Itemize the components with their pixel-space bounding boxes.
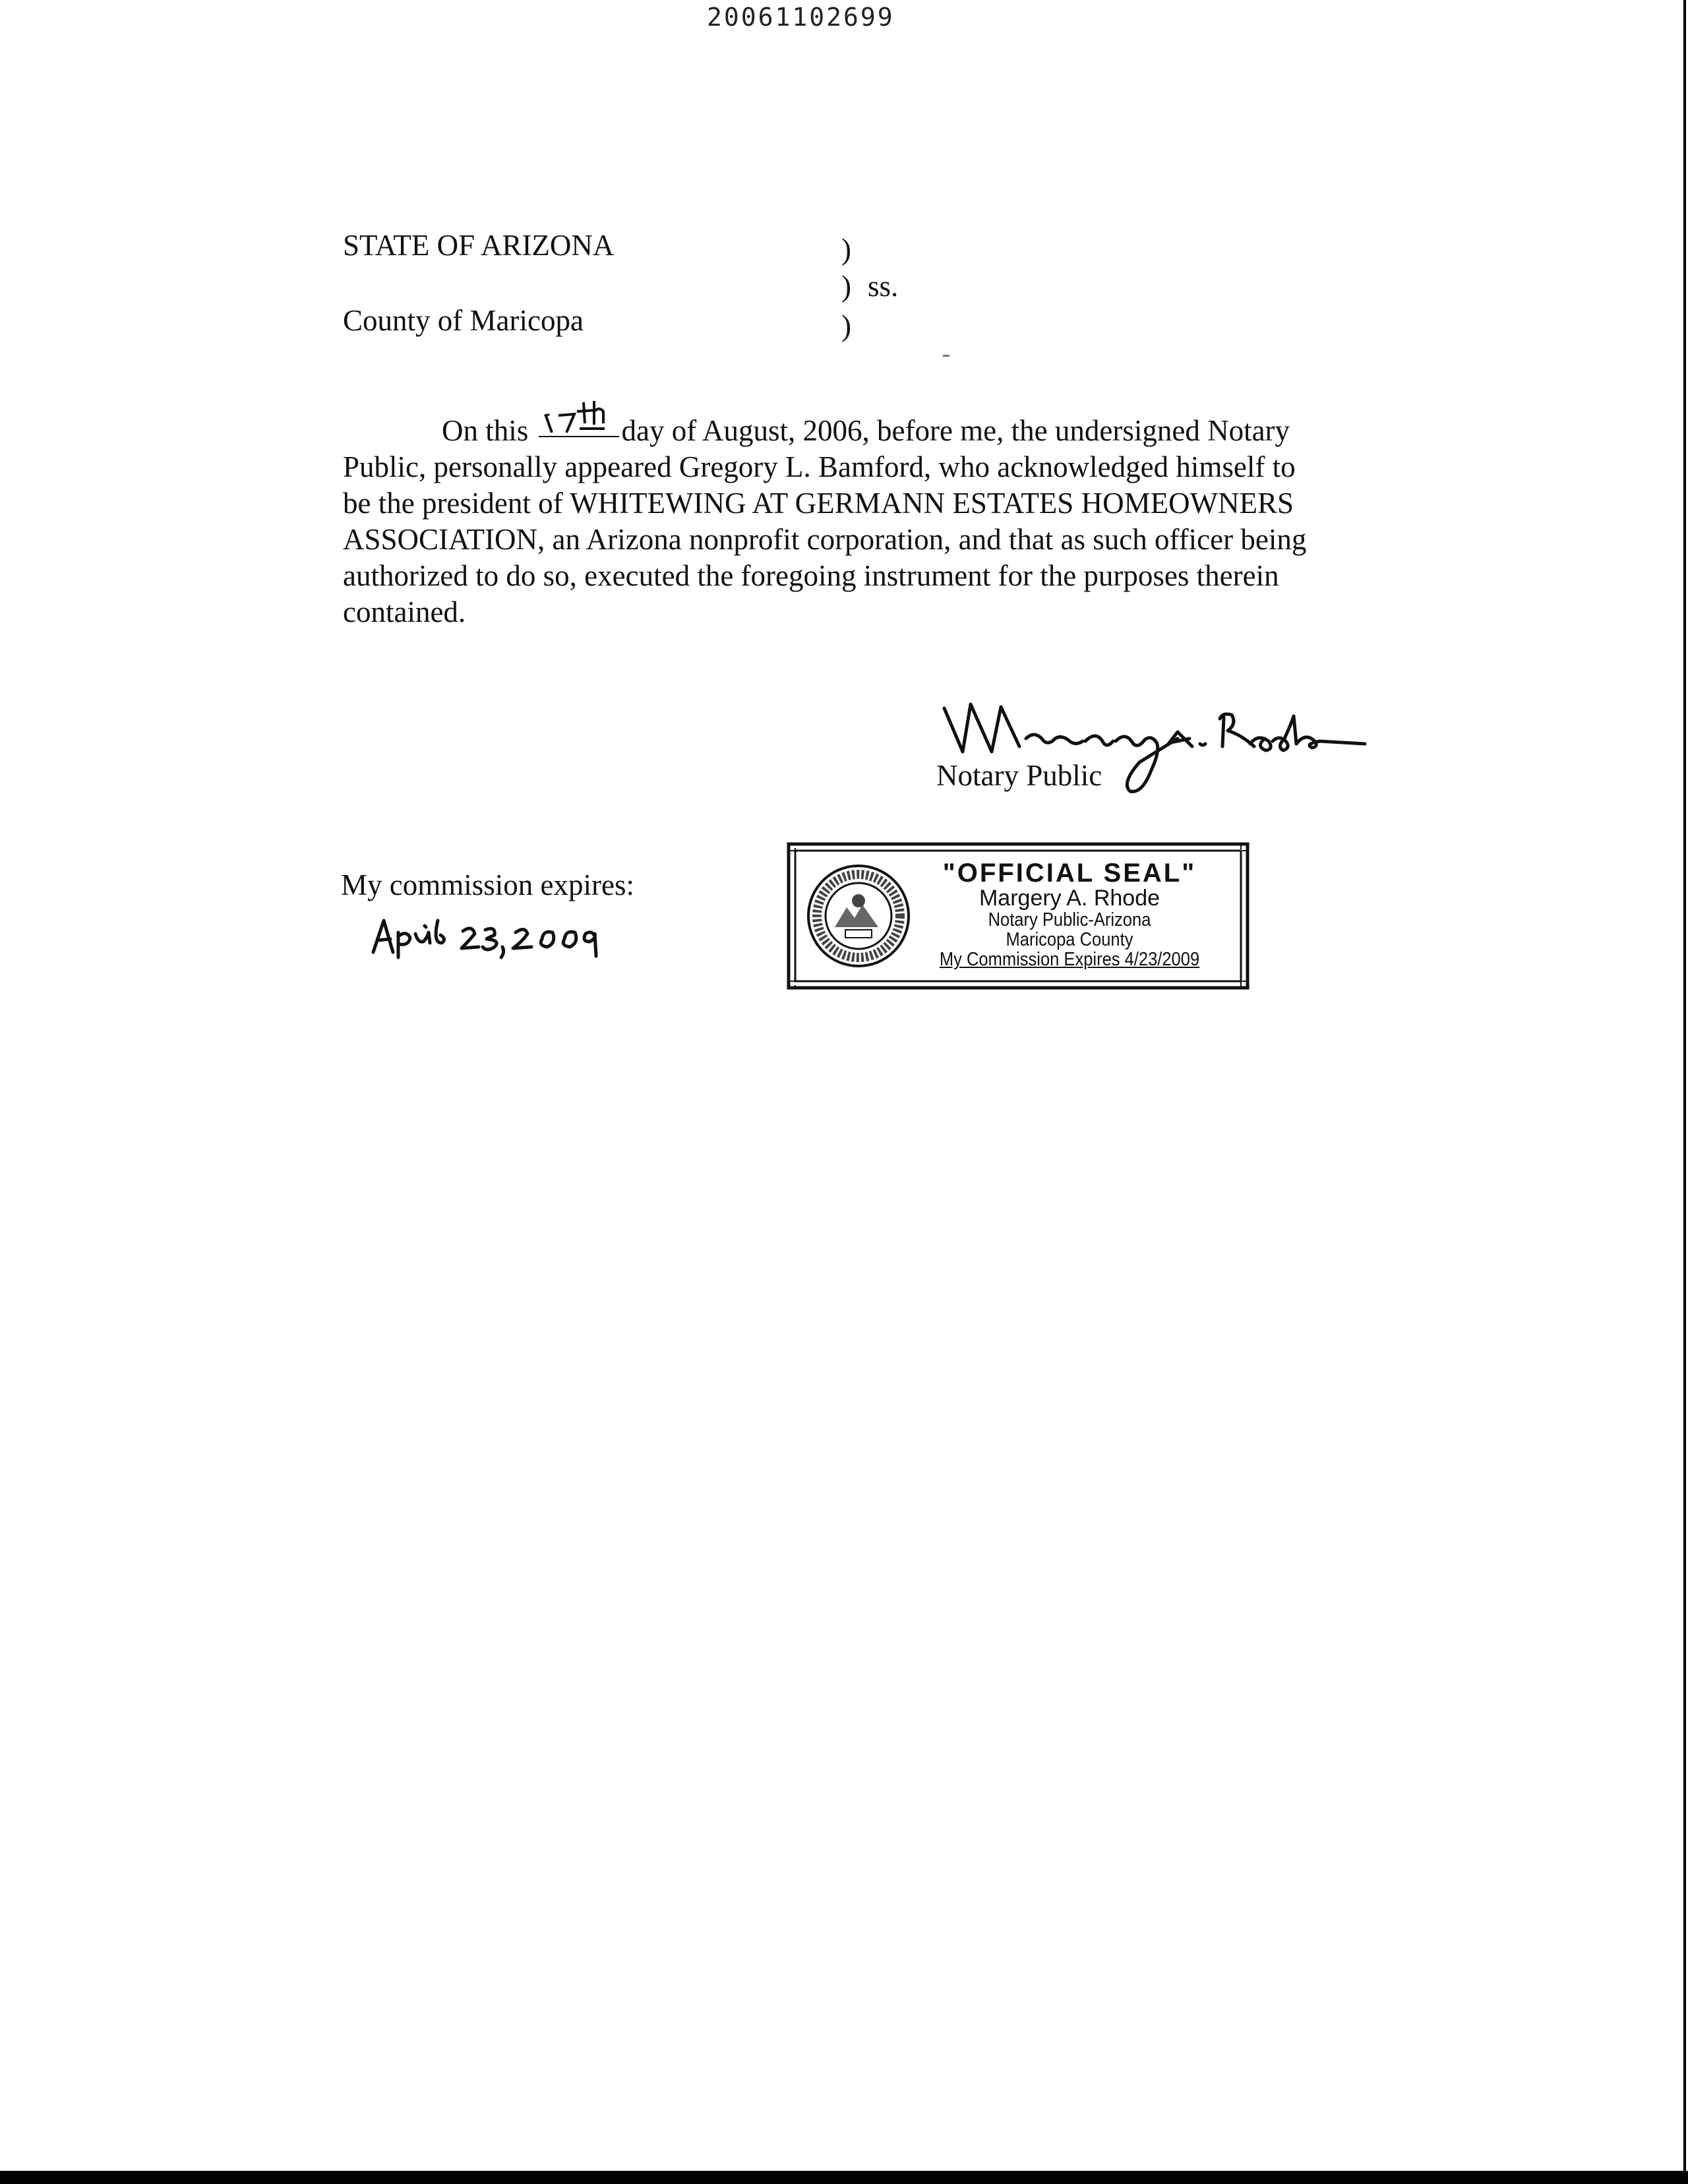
acknowledgment-line: Public, personally appeared Gregory L. Bamford, who acknowledged himself to bbox=[343, 450, 1296, 483]
stray-mark bbox=[943, 355, 950, 357]
notary-public-label: Notary Public bbox=[936, 759, 1102, 792]
acknowledgment-paragraph bbox=[343, 411, 1437, 630]
seal-text-block bbox=[911, 860, 1228, 969]
venue-ss: ss. bbox=[868, 270, 899, 303]
acknowledgment-lead: On this bbox=[442, 414, 529, 447]
handwritten-commission-date bbox=[369, 914, 646, 960]
venue-paren: ) bbox=[841, 233, 851, 266]
seal-notary-state: Notary Public-Arizona bbox=[988, 909, 1151, 930]
venue-state: STATE OF ARIZONA bbox=[343, 229, 615, 262]
acknowledgment-line: contained. bbox=[343, 595, 466, 628]
seal-notary-name: Margery A. Rhode bbox=[979, 886, 1160, 911]
acknowledgment-line: ASSOCIATION, an Arizona nonprofit corporation, and that as such officer being bbox=[343, 523, 1307, 556]
document-number: 20061102699 bbox=[707, 3, 895, 32]
official-notary-seal bbox=[786, 841, 1250, 990]
seal-title: "OFFICIAL SEAL" bbox=[942, 859, 1197, 888]
acknowledgment-line: authorized to do so, executed the foregoing instrument for the purposes therein bbox=[343, 559, 1279, 592]
page-edge-bottom bbox=[0, 2171, 1688, 2184]
venue-county: County of Maricopa bbox=[343, 304, 584, 337]
venue-paren: ) bbox=[841, 309, 851, 342]
commission-label: My commission expires: bbox=[341, 868, 634, 901]
acknowledgment-line bbox=[343, 411, 1437, 449]
handwritten-day bbox=[536, 411, 622, 440]
venue-paren: ) bbox=[841, 270, 851, 303]
arizona-state-seal-icon bbox=[806, 861, 911, 971]
acknowledgment-rest: day of August, 2006, before me, the undersigned Notary bbox=[621, 414, 1290, 447]
seal-county: Maricopa County bbox=[1006, 929, 1133, 950]
handwritten-day-ink bbox=[536, 394, 622, 440]
seal-commission-expiry: My Commission Expires 4/23/2009 bbox=[939, 949, 1200, 970]
page-edge-right bbox=[1683, 0, 1686, 2184]
acknowledgment-line: be the president of WHITEWING AT GERMANN ESTATES HOMEOWNERS bbox=[343, 487, 1294, 520]
